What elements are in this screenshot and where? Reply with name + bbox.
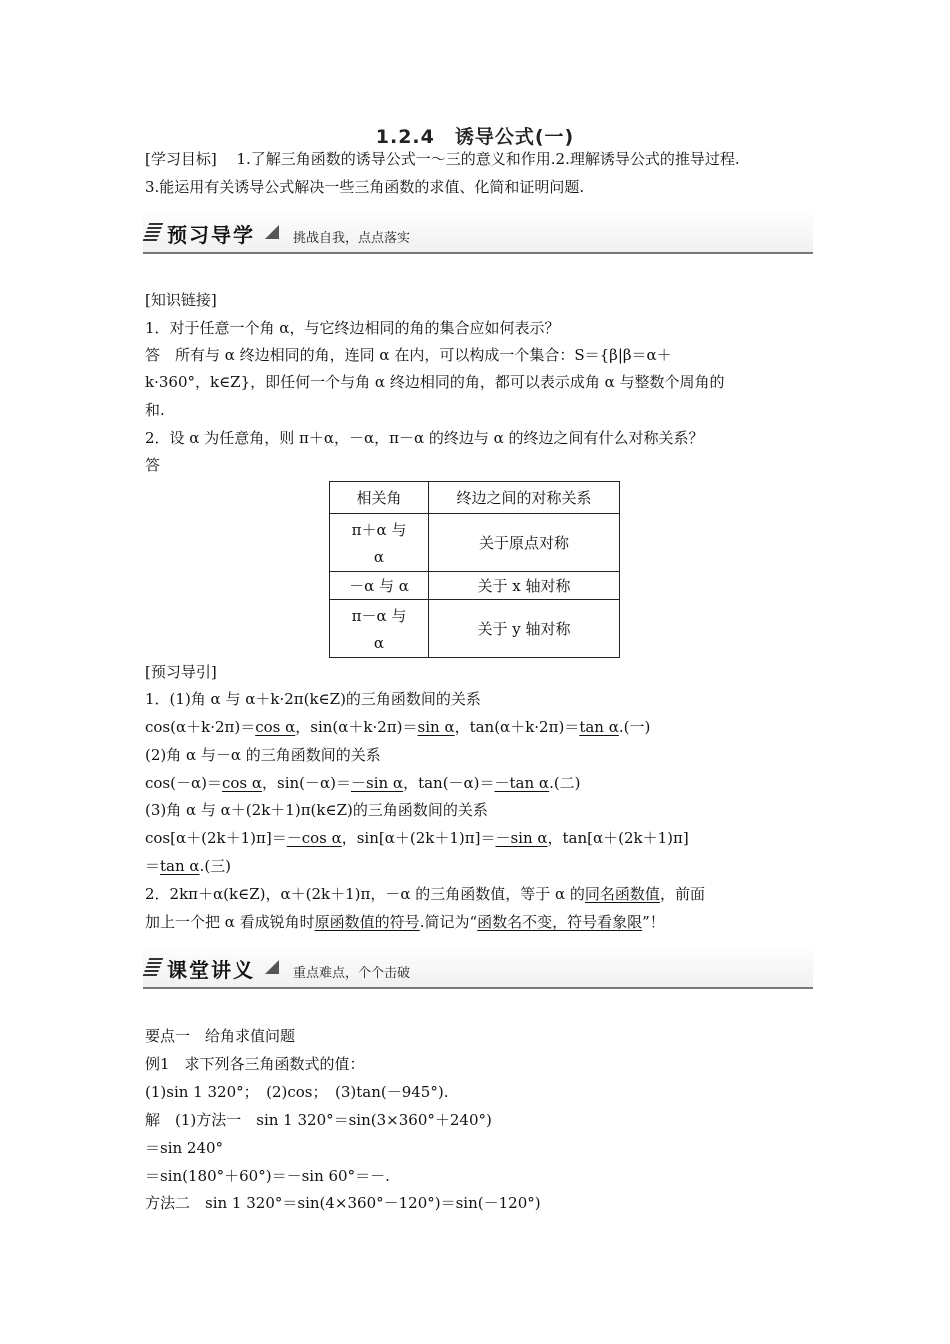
banner-subtitle: 重点难点，个个击破 <box>293 966 411 981</box>
formula-2: cos(－α)＝cos α，sin(－α)＝－sin α，tan(－α)＝－tan α.(二) <box>145 774 581 792</box>
key-point-1: 要点一 给角求值问题 <box>145 1027 296 1045</box>
answer-1-line-1: 答 所有与 α 终边相同的角，连同 α 在内，可以构成一个集合：S＝{β|β＝α＋ <box>145 346 672 364</box>
answer-2: 答 <box>145 456 161 474</box>
preview-heading: [预习导引] <box>145 663 217 681</box>
question-1: 1．对于任意一个角 α，与它终边相同的角的集合应如何表示？ <box>145 319 560 337</box>
preview-item-1-title: 1．(1)角 α 与 α＋k·2π(k∈Z)的三角函数间的关系 <box>145 690 481 708</box>
knowledge-heading: [知识链接] <box>145 291 217 309</box>
banner-title: 课堂讲义 <box>167 958 255 982</box>
example-1-items: (1)sin 1 320°； (2)cos； (3)tan(－945°). <box>145 1083 449 1101</box>
answer-1-line-2: k·360°，k∈Z}，即任何一个与角 α 终边相同的角，都可以表示成角 α 与整数个周角的 <box>145 373 725 391</box>
lecture-section-banner <box>143 944 813 992</box>
banner-subtitle: 挑战自我，点点落实 <box>293 231 411 246</box>
preview-item-3-title: (3)角 α 与 α＋(2k＋1)π(k∈Z)的三角函数间的关系 <box>145 801 488 819</box>
question-2: 2．设 α 为任意角，则 π＋α，－α，π－α 的终边与 α 的终边之间有什么对称关系？ <box>145 429 704 447</box>
triangle-icon <box>265 960 279 974</box>
summary-line-2: 加上一个把 α 看成锐角时原函数值的符号.简记为“函数名不变，符号看象限”！ <box>145 913 665 931</box>
angle-text: α <box>373 634 385 652</box>
solution-line: ＝sin(180°＋60°)＝－sin 60°＝－. <box>145 1167 390 1185</box>
summary-line-1: 2．2kπ＋α(k∈Z)，α＋(2k＋1)π，－α 的三角函数值，等于 α 的同名函数值，前面 <box>145 885 705 903</box>
table-cell: 关于原点对称 <box>429 514 620 572</box>
table-cell: 关于 x 轴对称 <box>429 572 620 600</box>
banner-title: 预习导学 <box>167 223 255 247</box>
answer-1-line-3: 和. <box>145 401 165 419</box>
table-row <box>330 514 620 572</box>
table-cell <box>330 514 429 572</box>
table-row <box>330 600 620 658</box>
formula-3: cos[α＋(2k＋1)π]＝－cos α，sin[α＋(2k＋1)π]＝－sin α，tan[α＋(2k＋1)π] <box>145 829 689 847</box>
learning-goals-line-2: 3.能运用有关诱导公式解决一些三角函数的求值、化简和证明问题. <box>145 178 585 196</box>
learning-goals-line-1: [学习目标] 1.了解三角函数的诱导公式一～三的意义和作用.2.理解诱导公式的推导过程. <box>145 150 740 168</box>
table-header-row <box>330 482 620 514</box>
solution-line: ＝sin 240° <box>145 1139 224 1157</box>
divider <box>143 987 813 989</box>
table-row <box>330 572 620 600</box>
formula-1: cos(α＋k·2π)＝cos α，sin(α＋k·2π)＝sin α，tan(α＋k·2π)＝tan α.(一) <box>145 718 651 736</box>
table-header: 终边之间的对称关系 <box>429 482 620 514</box>
page-title: 1.2.4 诱导公式(一) <box>375 126 575 148</box>
table-cell <box>330 600 429 658</box>
solution-line: 解 (1)方法一 sin 1 320°＝sin(3×360°＋240°) <box>145 1111 492 1129</box>
angle-text: π＋α 与 <box>351 521 407 539</box>
symmetry-table <box>329 481 620 658</box>
table-cell: 关于 y 轴对称 <box>429 600 620 658</box>
table-header: 相关角 <box>330 482 429 514</box>
preview-section-banner <box>143 209 813 257</box>
example-1: 例1 求下列各三角函数式的值： <box>145 1055 365 1073</box>
preview-item-2-title: (2)角 α 与－α 的三角函数间的关系 <box>145 746 381 764</box>
triangle-icon <box>265 225 279 239</box>
angle-text: α <box>373 548 385 566</box>
formula-3-continued: ＝tan α.(三) <box>145 857 232 875</box>
table-cell: －α 与 α <box>330 572 429 600</box>
divider <box>143 252 813 254</box>
angle-text: π－α 与 <box>351 607 407 625</box>
solution-line: 方法二 sin 1 320°＝sin(4×360°－120°)＝sin(－120°) <box>145 1194 541 1212</box>
